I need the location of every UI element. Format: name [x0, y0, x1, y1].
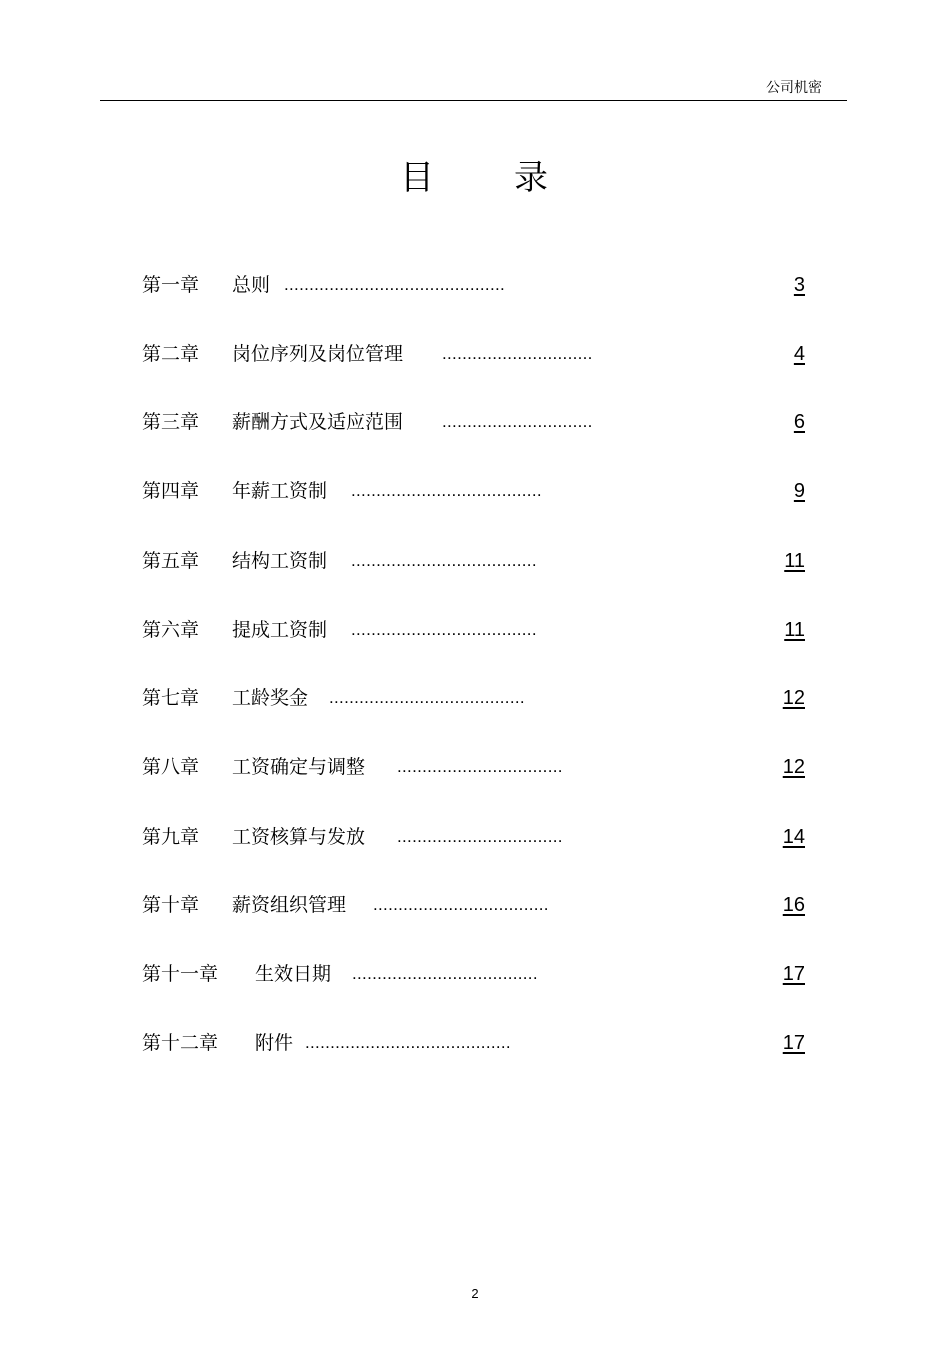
toc-dot-leader: .....................................: [352, 964, 538, 983]
toc-entry[interactable]: [0, 610, 950, 650]
toc-dot-leader: .....................................: [351, 620, 537, 639]
toc-chapter-title: 总则: [232, 274, 271, 296]
toc-chapter-title: 提成工资制: [232, 619, 328, 641]
toc-entry[interactable]: [0, 402, 950, 442]
toc-page-link[interactable]: 17: [782, 1032, 805, 1054]
toc-page-link[interactable]: 14: [782, 826, 805, 848]
toc-entry[interactable]: [0, 817, 950, 857]
toc-page-link[interactable]: 9: [793, 480, 805, 502]
toc-dot-leader: ............................................: [284, 275, 506, 294]
toc-chapter-title: 岗位序列及岗位管理: [232, 343, 404, 365]
toc-dot-leader: .................................: [397, 827, 563, 846]
toc-chapter-title: 工资核算与发放: [232, 826, 366, 848]
toc-entry[interactable]: [0, 954, 950, 994]
toc-page-link[interactable]: 6: [793, 411, 805, 433]
toc-entry[interactable]: [0, 678, 950, 718]
toc-dot-leader: .....................................: [351, 551, 537, 570]
toc-entry[interactable]: [0, 471, 950, 511]
toc-chapter-number: 第十二章: [142, 1032, 219, 1054]
toc-title: [400, 152, 560, 212]
toc-entry[interactable]: [0, 334, 950, 374]
toc-entry[interactable]: [0, 885, 950, 925]
toc-chapter-title: 薪酬方式及适应范围: [232, 411, 404, 433]
toc-chapter-number: 第三章: [142, 411, 200, 433]
toc-page-link[interactable]: 3: [793, 274, 805, 296]
toc-page-link[interactable]: 11: [784, 550, 805, 572]
toc-dot-leader: ......................................: [351, 481, 542, 500]
toc-chapter-number: 第五章: [142, 550, 200, 572]
toc-page-link[interactable]: 16: [782, 894, 805, 916]
toc-chapter-number: 第九章: [142, 826, 200, 848]
toc-dot-leader: .........................................: [305, 1033, 511, 1052]
page-number: 2: [471, 1286, 479, 1301]
toc-dot-leader: ...................................: [373, 895, 549, 914]
header-divider: [100, 100, 847, 101]
toc-chapter-title: 结构工资制: [232, 550, 328, 572]
toc-title-char-1: 目: [400, 158, 434, 198]
toc-page-link[interactable]: 4: [793, 343, 805, 365]
toc-chapter-number: 第十章: [142, 894, 200, 916]
toc-chapter-title: 工资确定与调整: [232, 756, 366, 778]
toc-chapter-number: 第八章: [142, 756, 200, 778]
toc-page-link[interactable]: 12: [782, 687, 805, 709]
toc-entry[interactable]: [0, 265, 950, 305]
toc-chapter-number: 第二章: [142, 343, 200, 365]
toc-title-char-2: 录: [514, 158, 548, 198]
confidential-header: 公司机密: [766, 80, 822, 96]
toc-entry[interactable]: [0, 1023, 950, 1063]
toc-dot-leader: .................................: [397, 757, 563, 776]
toc-entry[interactable]: [0, 541, 950, 581]
toc-chapter-number: 第七章: [142, 687, 200, 709]
toc-dot-leader: ..............................: [442, 344, 593, 363]
toc-chapter-number: 第一章: [142, 274, 200, 296]
toc-chapter-number: 第四章: [142, 480, 200, 502]
toc-page-link[interactable]: 12: [782, 756, 805, 778]
toc-chapter-title: 年薪工资制: [232, 480, 328, 502]
toc-chapter-number: 第六章: [142, 619, 200, 641]
toc-chapter-number: 第十一章: [142, 963, 219, 985]
toc-chapter-title: 薪资组织管理: [232, 894, 347, 916]
toc-chapter-title: 生效日期: [255, 963, 332, 985]
toc-chapter-title: 工龄奖金: [232, 687, 309, 709]
toc-entry[interactable]: [0, 747, 950, 787]
toc-chapter-title: 附件: [255, 1032, 294, 1054]
toc-page-link[interactable]: 17: [782, 963, 805, 985]
toc-dot-leader: .......................................: [329, 688, 525, 707]
toc-page-link[interactable]: 11: [784, 619, 805, 641]
toc-dot-leader: ..............................: [442, 412, 593, 431]
